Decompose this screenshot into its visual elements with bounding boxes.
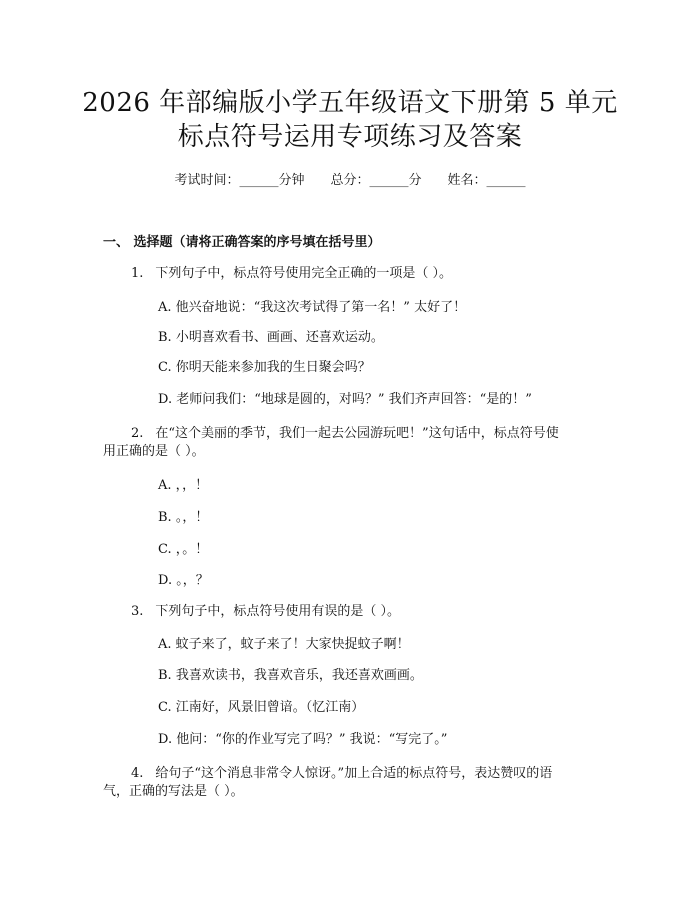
section-heading: 一、 选择题（请将正确答案的序号填在括号里） [103, 235, 381, 250]
question-number: 3. [131, 604, 144, 619]
option-2a: A. ，，！ [158, 478, 209, 493]
question-3 [131, 600, 400, 619]
title-line-2: 标点符号运用专项练习及答案 [177, 122, 523, 152]
question-number: 4. [131, 766, 144, 781]
option-3b: B. 我喜欢读书，我喜欢音乐，我还喜欢画画。 [158, 668, 423, 683]
option-3a: A. 蚊子来了，蚊子来了！大家快捉蚊子啊！ [158, 637, 410, 652]
option-1c: C. 你明天能来参加我的生日聚会吗？ [158, 360, 371, 375]
option-2b: B. 。，！ [158, 510, 209, 525]
question-2-continued: 用正确的是（ ）。 [103, 444, 205, 459]
question-number: 1. [131, 266, 144, 281]
option-2c: C. ，。！ [158, 542, 209, 557]
question-number: 2. [131, 426, 144, 441]
exam-time: 考试时间：______分钟 [174, 173, 305, 188]
question-text: 给句子“这个消息非常令人惊讶。”加上合适的标点符号，表达赞叹的语 [155, 766, 553, 781]
option-1d: D. 老师问我们：“地球是圆的，对吗？” 我们齐声回答：“是的！” [158, 392, 532, 407]
question-1 [131, 262, 452, 281]
title-line-1: 2026 年部编版小学五年级语文下册第 5 单元 [82, 88, 618, 118]
total-score: 总分：______分 [330, 173, 422, 188]
option-3c: C. 江南好，风景旧曾谙。（忆江南） [158, 700, 365, 715]
option-3d: D. 他问：“你的作业写完了吗？” 我说：“写完了。” [158, 732, 448, 747]
student-name: 姓名：______ [447, 173, 526, 188]
option-2d: D. 。，？ [158, 573, 209, 588]
question-4-continued: 气，正确的写法是（ ）。 [103, 784, 244, 799]
question-2 [131, 422, 559, 441]
question-4 [131, 762, 552, 781]
option-1b: B. 小明喜欢看书、画画、还喜欢运动。 [158, 330, 384, 345]
question-text: 在“这个美丽的季节，我们一起去公园游玩吧！”这句话中，标点符号使 [155, 426, 559, 441]
exam-info [0, 169, 700, 188]
question-text: 下列句子中，标点符号使用有误的是（ ）。 [155, 604, 401, 619]
question-text: 下列句子中，标点符号使用完全正确的一项是（ ）。 [155, 266, 453, 281]
option-1a: A. 他兴奋地说：“我这次考试得了第一名！” 太好了！ [158, 300, 467, 315]
